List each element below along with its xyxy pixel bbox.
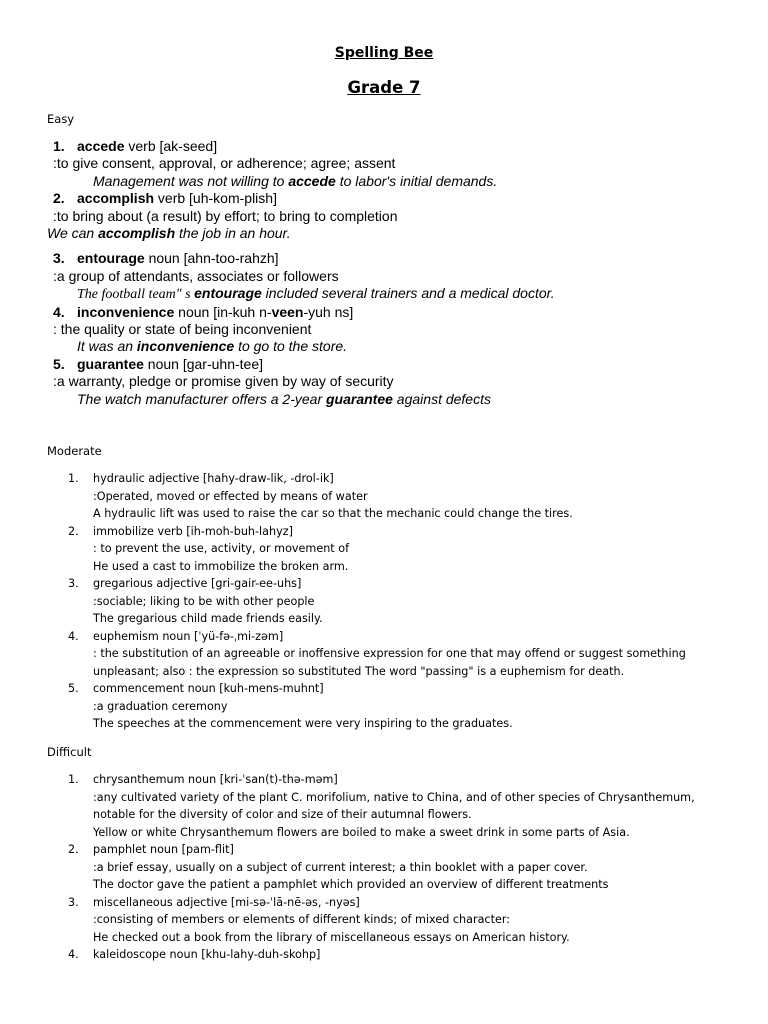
entry-text-line: : to prevent the use, activity, or movement of — [93, 542, 350, 555]
list-number: 3. — [68, 577, 79, 590]
entry-word: guarantee — [77, 355, 144, 372]
entry-number: 5. — [53, 355, 65, 372]
entry-number: 1. — [53, 138, 65, 154]
easy-entry-head — [47, 250, 747, 267]
list-number: 2. — [68, 843, 79, 856]
easy-entry-head — [47, 304, 747, 321]
list-number: 4. — [68, 629, 79, 643]
example-text: the job in an hour. — [175, 225, 291, 242]
difficult-word-list — [68, 771, 748, 964]
example-text: We can — [47, 225, 99, 242]
list-number: 3. — [68, 895, 79, 909]
entry-definition: :to give consent, approval, or adherence; agree; assent — [53, 155, 396, 172]
entry-number: 3. — [53, 250, 65, 267]
entry-definition: :a warranty, pledge or promise given by way of security — [53, 373, 394, 390]
entry-example — [47, 225, 747, 242]
example-text: against defects — [392, 390, 491, 407]
list-item — [68, 628, 748, 681]
entry-text-line: The speeches at the commencement were very inspiring to the graduates. — [93, 717, 513, 730]
example-text: It was an — [77, 338, 137, 355]
easy-entry-head — [47, 356, 747, 373]
list-item — [68, 771, 748, 841]
entry-definition: :to bring about (a result) by effort; to bring to completion — [53, 207, 398, 224]
entry-word: inconvenience — [77, 303, 175, 320]
example-word: accede — [288, 172, 336, 189]
section-heading-moderate: Moderate — [47, 444, 102, 458]
entry-example — [47, 338, 747, 355]
list-number: 5. — [68, 682, 79, 695]
example-word: entourage — [194, 285, 262, 302]
entry-pronunciation: verb [uh-kom-plish] — [154, 190, 277, 207]
entry-text-line: The gregarious child made friends easily. — [93, 612, 323, 625]
spacer — [47, 242, 747, 250]
list-item — [68, 575, 748, 628]
entry-text-line: :a graduation ceremony — [93, 699, 228, 713]
easy-entry-head — [47, 138, 747, 155]
entry-word: entourage — [77, 250, 145, 267]
list-number: 4. — [68, 948, 79, 961]
entry-headword-line: hydraulic adjective [hahy-draw-lik, -drol-ik] — [93, 472, 334, 485]
entry-text-line: :a brief essay, usually on a subject of current interest; a thin booklet with a paper cover. — [93, 860, 588, 874]
entry-text-line: : the substitution of an agreeable or inoffensive expression for one that may offend or suggest something — [93, 647, 686, 660]
easy-word-list — [47, 138, 747, 408]
entry-word: accede — [77, 138, 125, 154]
document-title: Spelling Bee — [334, 45, 434, 61]
entry-text-line: He used a cast to immobilize the broken arm. — [93, 559, 349, 573]
entry-text-line: The doctor gave the patient a pamphlet which provided an overview of different treatments — [93, 878, 609, 891]
entry-pronunciation: noun [gar-uhn-tee] — [143, 355, 264, 372]
grade-heading: Grade 7 — [347, 78, 421, 97]
entry-text-line: notable for the diversity of color and size of their autumnal flowers. — [93, 808, 472, 821]
entry-pronunciation-stress: veen — [271, 303, 304, 320]
list-number: 1. — [68, 472, 79, 485]
section-heading-easy: Easy — [47, 112, 75, 126]
entry-text-line: :sociable; liking to be with other people — [93, 594, 315, 608]
entry-headword-line: immobilize verb [ih-moh-buh-lahyz] — [93, 524, 293, 538]
entry-headword-line: pamphlet noun [pam-flit] — [93, 843, 234, 856]
example-word: inconvenience — [136, 338, 235, 355]
list-item — [68, 894, 748, 947]
entry-definition: : the quality or state of being inconvenient — [53, 321, 312, 338]
entry-headword-line: commencement noun [kuh-mens-muhnt] — [93, 682, 324, 695]
entry-pronunciation: verb [ak-seed] — [124, 138, 218, 154]
entry-pronunciation: noun [ahn-too-rahzh] — [144, 250, 279, 267]
entry-text-line: He checked out a book from the library of miscellaneous essays on American history. — [93, 930, 570, 944]
entry-pronunciation: noun [in-kuh n- — [174, 303, 272, 320]
entry-word: accomplish — [77, 190, 155, 207]
list-item — [68, 470, 748, 523]
list-number: 1. — [68, 773, 79, 786]
entry-text-line: :any cultivated variety of the plant C. morifolium, native to China, and of other species of Chrysanthemum, — [93, 790, 695, 804]
section-heading-difficult: Difficult — [47, 745, 92, 759]
entry-headword-line: gregarious adjective [gri-gair-ee-uhs] — [93, 577, 302, 590]
entry-pronunciation: -yuh ns] — [303, 303, 354, 320]
entry-example — [47, 173, 747, 190]
entry-text-line: :Operated, moved or effected by means of water — [93, 489, 368, 503]
entry-example — [47, 285, 747, 303]
entry-headword-line: chrysanthemum noun [kri-ˈsan(t)-thə-məm] — [93, 773, 338, 786]
moderate-word-list — [68, 470, 748, 733]
example-word: accomplish — [98, 225, 176, 242]
example-word: guarantee — [326, 390, 393, 407]
entry-definition: :a group of attendants, associates or followers — [53, 267, 339, 284]
list-number: 2. — [68, 524, 79, 538]
entry-headword-line: kaleidoscope noun [khu-lahy-duh-skohp] — [93, 948, 321, 961]
entry-number: 4. — [53, 303, 65, 320]
entry-text-line: unpleasant; also : the expression so substituted The word "passing" is a euphemism for death. — [93, 664, 625, 678]
entry-text-line: :consisting of members or elements of different kinds; of mixed character: — [93, 913, 511, 926]
example-text: to go to the store. — [234, 338, 348, 355]
entry-headword-line: euphemism noun [ˈyü-fə-ˌmi-zəm] — [93, 629, 284, 643]
easy-entry-head — [47, 190, 747, 207]
entry-text-line: Yellow or white Chrysanthemum flowers are boiled to make a sweet drink in some parts of Asia. — [93, 825, 630, 839]
list-item — [68, 946, 748, 964]
list-item — [68, 680, 748, 733]
entry-text-line: A hydraulic lift was used to raise the car so that the mechanic could change the tires. — [93, 507, 573, 520]
entry-example — [47, 391, 747, 408]
example-text: to labor's initial demands. — [335, 172, 498, 189]
example-text: The football teamʺ s — [77, 287, 195, 303]
example-text: included several trainers and a medical doctor. — [261, 285, 555, 302]
entry-number: 2. — [53, 190, 65, 207]
list-item — [68, 841, 748, 894]
list-item — [68, 523, 748, 576]
example-text: Management was not willing to — [93, 172, 289, 189]
entry-headword-line: miscellaneous adjective [mi-sə-ˈlā-nē-əs, -nyəs] — [93, 895, 360, 909]
example-text: The watch manufacturer offers a 2-year — [77, 390, 326, 407]
